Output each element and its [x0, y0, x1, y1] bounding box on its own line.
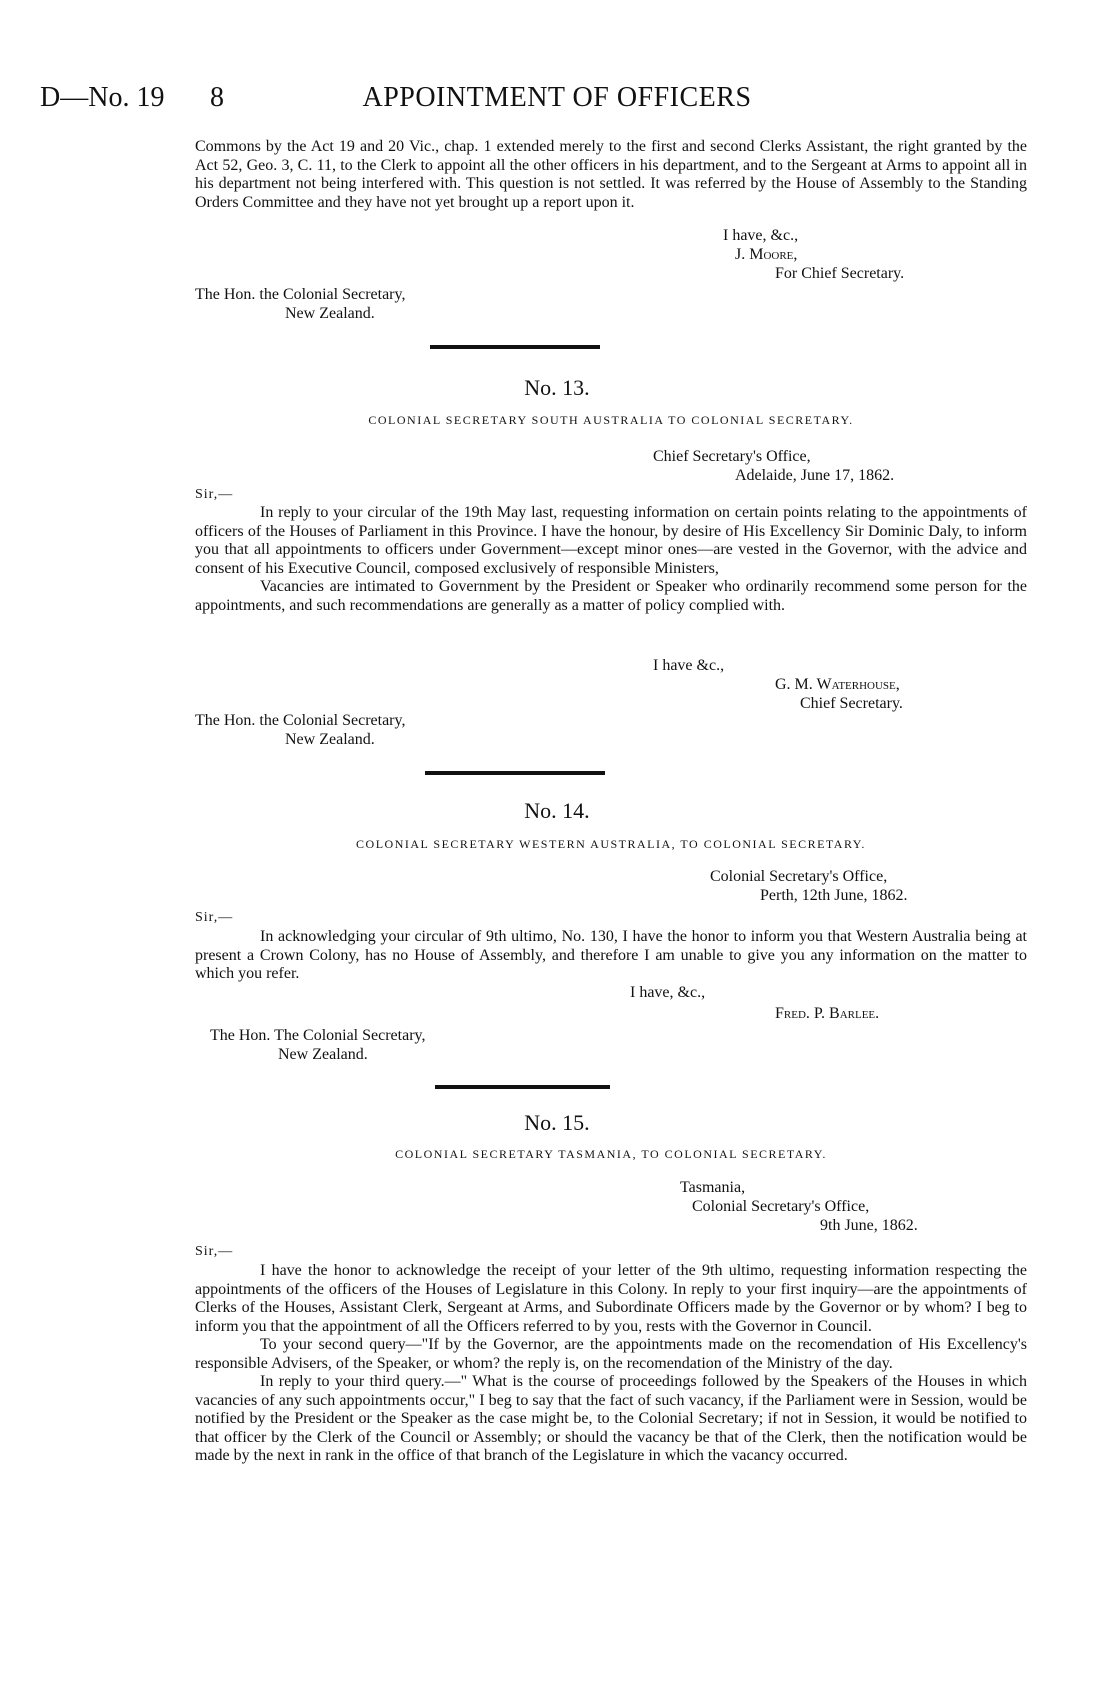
letter-15-paragraph: To your second query—"If by the Governor, are the appointments made on the recomendation of His Excellency's responsible Advisers, of the Speaker, or whom? the reply is, on the recomendation of the Ministry of the day. [195, 1336, 1027, 1372]
letter-13-date: Adelaide, June 17, 1862. [735, 467, 895, 484]
letter-14-addressee [210, 1027, 426, 1064]
page-number: 8 [210, 82, 224, 113]
letter-14-date: Perth, 12th June, 1862. [760, 887, 908, 904]
letter-14-signature: Fred. P. Barlee. [775, 1005, 880, 1022]
document-reference: D—No. 19 [40, 82, 165, 113]
section-divider [430, 345, 600, 349]
section-divider [425, 771, 605, 775]
letter-13-paragraph: Vacancies are intimated to Government by the President or Speaker who ordinarily recommend some person for the appointments, and such recommendations are generally as a matter of policy complied with. [195, 578, 1027, 614]
letter-15-paragraph: In reply to your third query.—" What is the course of proceedings followed by the Speakers of the Houses in which vacancies of any such appointments occur," I beg to say that the fact of such vacancy, if the Parliament were in Session, would be notified by the President or the Speaker as the case might be, to the Colonial Secretary; if not in Session, it would be notified to that officer by the Clerk of the Council or Assembly; or should the vacancy be that of the Clerk, then the notification would be made by the next in rank in the office of that branch of the Legislature in which the vacancy occurred. [195, 1373, 1027, 1464]
letter-13-subheading: COLONIAL SECRETARY SOUTH AUSTRALIA TO COLONIAL SECRETARY. [368, 413, 854, 427]
addressee-line: The Hon. The Colonial Secretary, [210, 1027, 426, 1044]
letter-13-closing: I have &c., [653, 657, 725, 674]
letter-13-body [195, 504, 1027, 615]
section-divider [435, 1085, 610, 1089]
letter-15-place: Tasmania, [680, 1179, 746, 1196]
addressee-line: The Hon. the Colonial Secretary, [195, 286, 406, 303]
letter-14-salutation: Sir,— [195, 910, 234, 925]
letter-15-date: 9th June, 1862. [820, 1217, 918, 1234]
letter-14-subheading: COLONIAL SECRETARY WESTERN AUSTRALIA, TO COLONIAL SECRETARY. [356, 837, 866, 851]
letter-12-paragraph: Commons by the Act 19 and 20 Vic., chap. 1 extended merely to the first and second Clerks Assistant, the right granted by the Act 52, Geo. 3, C. 11, to the Clerk to appoint all the other officers in his department, and to the Sergeant at Arms to appoint all in his department not being interfered with. This question is not settled. It was referred by the House of Assembly to the Standing Orders Committee and they have not yet brought up a report upon it. [195, 138, 1027, 211]
letter-14-body [195, 928, 1027, 984]
letter-13-signature: G. M. Waterhouse, [775, 676, 900, 693]
letter-13-paragraph: In reply to your circular of the 19th May last, requesting information on certain points relating to the appointments of officers of the Houses of Parliament in this Province. I have the honour, by desire of His Excellency Sir Dominic Daly, to inform you that all appointments to officers under Government—except minor ones—are vested in the Governor, with the advice and consent of his Executive Council, composed exclusively of responsible Ministers, [195, 504, 1027, 577]
addressee-line: New Zealand. [285, 304, 375, 322]
letter-15-subheading: COLONIAL SECRETARY TASMANIA, TO COLONIAL SECRETARY. [395, 1147, 827, 1161]
addressee-line: New Zealand. [285, 730, 375, 748]
letter-12-body [195, 138, 1027, 212]
letter-15-body [195, 1262, 1027, 1466]
letter-14-closing: I have, &c., [630, 984, 706, 1001]
letter-13-addressee [195, 712, 405, 749]
letter-13-office: Chief Secretary's Office, [653, 448, 811, 465]
letter-12-signature-title: For Chief Secretary. [775, 265, 905, 282]
addressee-line: The Hon. the Colonial Secretary, [195, 712, 406, 729]
page-title: APPOINTMENT OF OFFICERS [362, 82, 752, 113]
letter-12-signature: J. Moore, [735, 246, 798, 263]
letter-15-number: No. 15. [524, 1110, 590, 1135]
letter-13-salutation: Sir,— [195, 487, 234, 502]
letter-15-office: Colonial Secretary's Office, [692, 1198, 870, 1215]
addressee-line: New Zealand. [278, 1045, 368, 1063]
letter-14-number: No. 14. [524, 798, 590, 823]
letter-12-closing: I have, &c., [723, 227, 799, 244]
letter-13-signature-title: Chief Secretary. [800, 695, 903, 712]
letter-14-paragraph: In acknowledging your circular of 9th ultimo, No. 130, I have the honor to inform you that Western Australia being at present a Crown Colony, has no House of Assembly, and therefore I am unable to give you any information on the matter to which you refer. [195, 928, 1027, 982]
letter-12-addressee [195, 286, 405, 323]
letter-15-paragraph: I have the honor to acknowledge the receipt of your letter of the 9th ultimo, requesting information respecting the appointments of the officers of the Houses of Legislature in this Colony. In reply to your first inquiry—are the appointments of Clerks of the Houses, Assistant Clerk, Sergeant at Arms, and Subordinate Officers made by the Governor or by whom? I beg to inform you that the appointment of all the Officers referred to by you, rests with the Governor in Council. [195, 1262, 1027, 1335]
letter-14-office: Colonial Secretary's Office, [710, 868, 888, 885]
letter-15-salutation: Sir,— [195, 1244, 234, 1259]
running-header [40, 82, 1074, 122]
letter-13-number: No. 13. [524, 375, 590, 400]
